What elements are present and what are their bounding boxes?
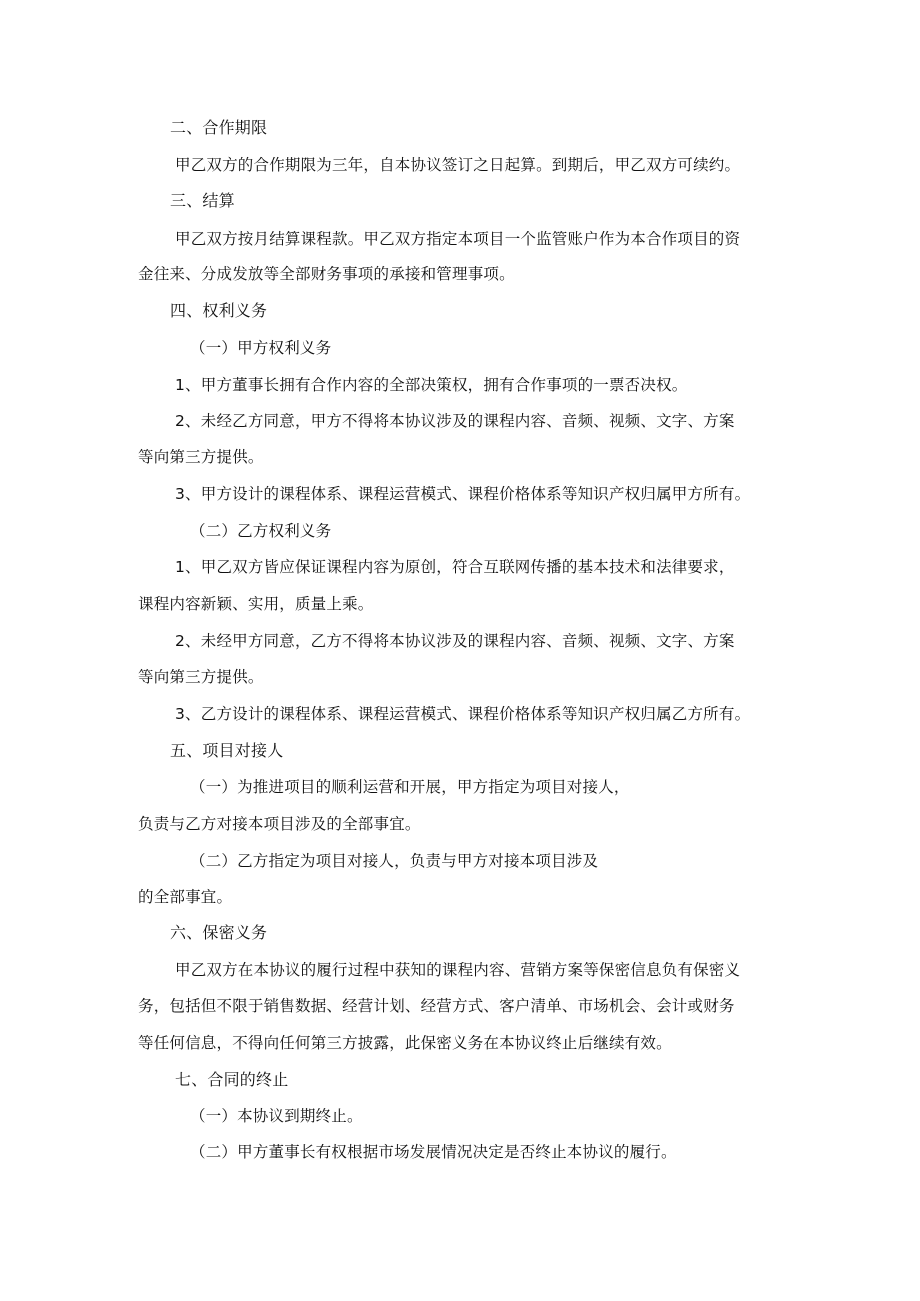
section-heading-settlement: 三、结算 — [170, 191, 235, 210]
clause-termination-a: （一）本协议到期终止。 — [190, 1107, 363, 1125]
subheading-party-b-rights: （二）乙方权利义务 — [190, 522, 332, 540]
section-heading-rights-obligations: 四、权利义务 — [170, 301, 268, 320]
clause-contact-a-line-1: （一）为推进项目的顺利运营和开展，甲方指定为项目对接人， — [190, 778, 630, 796]
section-heading-project-contacts: 五、项目对接人 — [170, 741, 284, 760]
paragraph-confidentiality-line-2: 务，包括但不限于销售数据、经营计划、经营方式、客户清单、市场机会、会计或财务 — [138, 997, 735, 1015]
subheading-party-a-rights: （一）甲方权利义务 — [190, 339, 332, 357]
section-heading-termination: 七、合同的终止 — [175, 1070, 289, 1089]
clause-party-a-1: 1、甲方董事长拥有合作内容的全部决策权，拥有合作事项的一票否决权。 — [175, 376, 688, 394]
clause-party-b-2-line-2: 等向第三方提供。 — [138, 668, 264, 686]
clause-contact-b-line-1: （二）乙方指定为项目对接人，负责与甲方对接本项目涉及 — [190, 852, 599, 870]
clause-contact-b-line-2: 的全部事宜。 — [138, 888, 233, 906]
paragraph-settlement-line-1: 甲乙双方按月结算课程款。甲乙双方指定本项目一个监管账户作为本合作项目的资 — [175, 230, 741, 248]
paragraph-confidentiality-line-3: 等任何信息，不得向任何第三方披露，此保密义务在本协议终止后继续有效。 — [138, 1034, 672, 1052]
paragraph-cooperation-period: 甲乙双方的合作期限为三年，自本协议签订之日起算。到期后，甲乙双方可续约。 — [175, 156, 741, 174]
clause-termination-b: （二）甲方董事长有权根据市场发展情况决定是否终止本协议的履行。 — [190, 1143, 677, 1161]
clause-party-a-2-line-1: 2、未经乙方同意，甲方不得将本协议涉及的课程内容、音频、视频、文字、方案 — [175, 412, 735, 430]
clause-party-a-2-line-2: 等向第三方提供。 — [138, 448, 264, 466]
paragraph-confidentiality-line-1: 甲乙双方在本协议的履行过程中获知的课程内容、营销方案等保密信息负有保密义 — [175, 961, 741, 979]
clause-party-b-3: 3、乙方设计的课程体系、课程运营模式、课程价格体系等知识产权归属乙方所有。 — [175, 705, 751, 723]
section-heading-confidentiality: 六、保密义务 — [170, 923, 268, 942]
clause-party-b-1-line-1: 1、甲乙双方皆应保证课程内容为原创，符合互联网传播的基本技术和法律要求， — [175, 558, 735, 576]
section-heading-cooperation-period: 二、合作期限 — [170, 118, 268, 137]
paragraph-settlement-line-2: 金往来、分成发放等全部财务事项的承接和管理事项。 — [138, 265, 515, 283]
clause-party-b-2-line-1: 2、未经甲方同意，乙方不得将本协议涉及的课程内容、音频、视频、文字、方案 — [175, 632, 735, 650]
clause-party-b-1-line-2: 课程内容新颖、实用，质量上乘。 — [138, 595, 374, 613]
clause-contact-a-line-2: 负责与乙方对接本项目涉及的全部事宜。 — [138, 815, 421, 833]
clause-party-a-3: 3、甲方设计的课程体系、课程运营模式、课程价格体系等知识产权归属甲方所有。 — [175, 485, 751, 503]
